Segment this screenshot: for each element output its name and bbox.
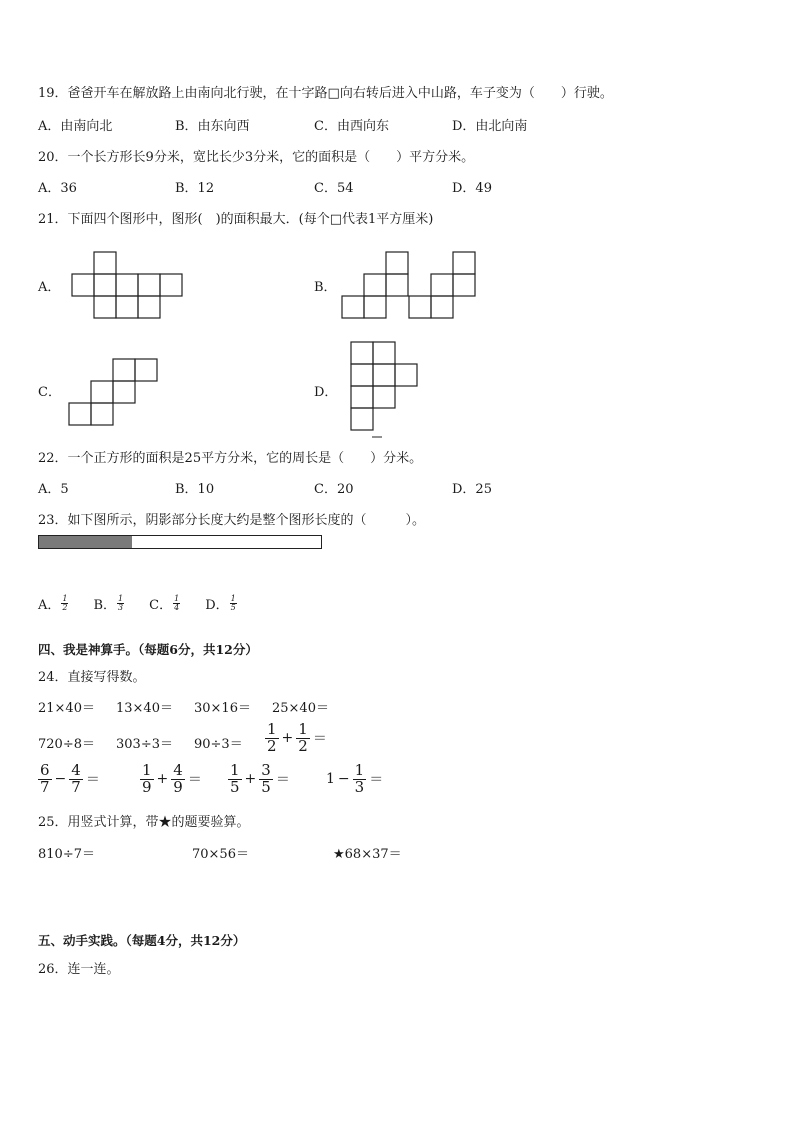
operator: − [337, 771, 350, 788]
q23-option-a-fraction: $\frac{1}{2}$ [62, 593, 68, 612]
q20-option-a: A．36 [38, 181, 77, 196]
q20-option-c: C．54 [314, 181, 354, 196]
q21-label-c: C． [38, 385, 61, 400]
section-4-title: 四、我是神算手。（每题6分，共12分） [38, 642, 258, 657]
operator: − [54, 771, 67, 788]
figure-d-square [395, 364, 417, 386]
q22-option-c: C．20 [314, 482, 354, 497]
q24-calc: 13×40＝ [116, 701, 173, 716]
q24-calc: 21×40＝ [38, 701, 95, 716]
q24-fraction-calc [140, 763, 205, 796]
q24-calc: 90÷3＝ [194, 737, 243, 752]
question-22-text: 22．一个正方形的面积是25平方分米，它的周长是（ ）分米。 [38, 451, 423, 466]
q23-option-c-label: C． [149, 598, 173, 613]
question-26-text: 26．连一连。 [38, 962, 120, 977]
q25-calc: 810÷7＝ [38, 847, 95, 862]
q21-label-b: B． [314, 280, 337, 295]
section-5-title: 五、动手实践。（每题4分，共12分） [38, 933, 246, 948]
figure-d-square [351, 364, 373, 386]
question-25-text: 25．用竖式计算，带★的题要验算。 [38, 815, 250, 830]
equals: ＝ [275, 772, 290, 789]
figure-d-square [373, 342, 395, 364]
q24-fraction-calc [228, 763, 293, 796]
q23-option-d-fraction: $\frac{1}{5}$ [230, 593, 236, 612]
whole-number: 1 [326, 771, 335, 788]
q24-fraction-calc [38, 763, 103, 796]
q19-option-c: C．由西向东 [314, 119, 389, 134]
q20-option-b: B．12 [175, 181, 215, 196]
q23-options [38, 594, 238, 613]
question-21-text: 21．下面四个图形中，图形( )的面积最大．(每个□代表1平方厘米) [38, 212, 434, 227]
fraction: $\frac{4}{9}$ [173, 761, 183, 796]
figure-d-square [373, 364, 395, 386]
q23-option-d-label: D． [205, 598, 229, 613]
equals: ＝ [187, 772, 202, 789]
fraction: $\frac{1}{2}$ [267, 720, 277, 755]
q22-option-a: A．5 [38, 482, 69, 497]
fraction: $\frac{4}{7}$ [71, 761, 81, 796]
figure-d-square [351, 342, 373, 364]
operator: + [281, 730, 294, 747]
fraction: $\frac{6}{7}$ [40, 761, 50, 796]
q24-calc: 720÷8＝ [38, 737, 95, 752]
q24-calc: 303÷3＝ [116, 737, 173, 752]
operator: + [156, 771, 169, 788]
question-24-text: 24．直接写得数。 [38, 670, 146, 685]
equals: ＝ [85, 772, 100, 789]
figure-d-square [351, 408, 373, 430]
q23-option-a-label: A． [38, 598, 61, 613]
q22-option-d: D．25 [452, 482, 492, 497]
operator: + [244, 771, 257, 788]
equals: ＝ [369, 772, 384, 789]
figure-d-square [351, 386, 373, 408]
equals: ＝ [312, 731, 327, 748]
question-23-text: 23．如下图所示，阴影部分长度大约是整个图形长度的（ ）。 [38, 513, 426, 528]
q23-option-b-fraction: $\frac{1}{3}$ [118, 593, 124, 612]
question-19-text: 19．爸爸开车在解放路上由南向北行驶，在十字路□向右转后进入中山路，车子变为（ ）行驶。 [38, 86, 613, 101]
q19-option-b: B．由东向西 [175, 119, 250, 134]
q23-option-b-label: B． [93, 598, 117, 613]
q24-calc: 30×16＝ [194, 701, 251, 716]
q25-calc: 70×56＝ [192, 847, 249, 862]
q21-label-d: D． [314, 385, 338, 400]
q24-calc: 25×40＝ [272, 701, 329, 716]
q19-option-a: A．由南向北 [38, 119, 113, 134]
fraction: $\frac{1}{9}$ [142, 761, 152, 796]
shaded-portion [39, 536, 132, 548]
q22-option-b: B．10 [175, 482, 215, 497]
q19-option-d: D．由北向南 [452, 119, 528, 134]
fraction: $\frac{3}{5}$ [261, 761, 271, 796]
q20-option-d: D．49 [452, 181, 492, 196]
question-20-text: 20．一个长方形长9分米，宽比长少3分米，它的面积是（ ）平方分米。 [38, 150, 475, 165]
length-bar [38, 535, 322, 549]
q25-calc: ★68×37＝ [333, 847, 402, 862]
q24-fraction-calc [326, 763, 386, 796]
q24-fraction-calc [265, 722, 330, 755]
q23-option-c-fraction: $\frac{1}{4}$ [174, 593, 180, 612]
figure-d-square [373, 386, 395, 408]
fraction: $\frac{1}{3}$ [354, 761, 365, 796]
fraction: $\frac{1}{5}$ [230, 761, 240, 796]
q21-label-a: A． [38, 280, 61, 295]
fraction: $\frac{1}{2}$ [298, 720, 308, 755]
